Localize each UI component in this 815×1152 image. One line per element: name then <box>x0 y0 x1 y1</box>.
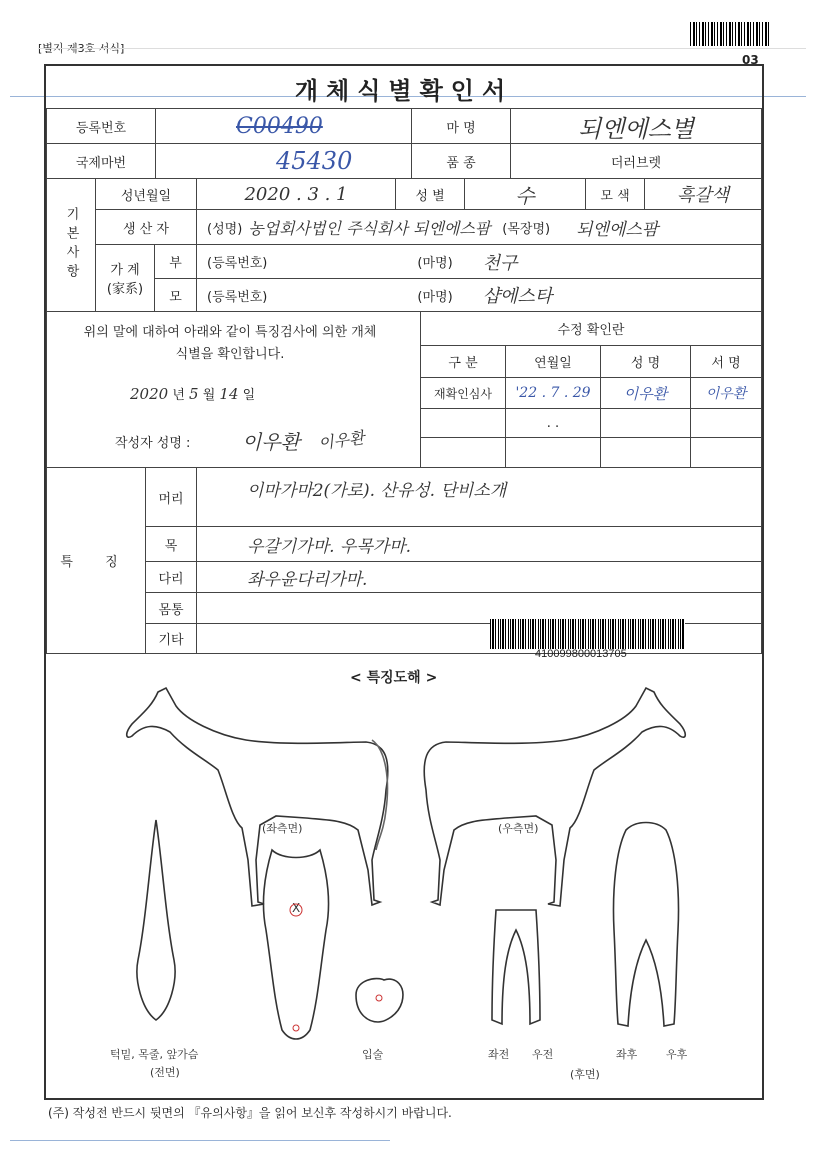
barcode-number: 410099800013705 <box>535 648 627 660</box>
horse-name-label: 마 명 <box>411 108 511 144</box>
feature-leg-label: 다리 <box>145 561 197 593</box>
sire-field: (등록번호) (마명) 천구 <box>196 244 762 279</box>
coat-label: 모 색 <box>585 178 645 210</box>
rear-caption: (후면) <box>570 1068 600 1081</box>
sex-field: 수 <box>464 178 586 210</box>
top-divider <box>38 48 806 49</box>
sex-label: 성 별 <box>395 178 465 210</box>
mod-row3-date <box>505 437 601 468</box>
intl-no-field: 45430 <box>155 143 412 179</box>
mod-row2-type <box>420 408 506 438</box>
horse-name-field: 되엔에스별 <box>510 108 762 144</box>
writer-name: 이우환 <box>242 430 300 454</box>
diagram-title: < 특징도해 > <box>350 670 438 686</box>
confirmation-date: 2020 년 5 월 14 일 <box>130 385 256 403</box>
top-barcode <box>690 22 770 46</box>
mod-row3-sign <box>690 437 762 468</box>
lips-view <box>356 979 403 1022</box>
lineage-label: 가 계 (家系) <box>95 244 155 312</box>
mod-row1-name: 이우환 <box>600 377 691 409</box>
feature-body-label: 몸통 <box>145 592 197 624</box>
modification-title: 수정 확인란 <box>420 311 762 346</box>
head-front-view <box>264 850 329 1039</box>
feature-leg-field: 좌우윤다리가마. <box>196 561 762 593</box>
mod-row2-date: . . <box>505 408 601 438</box>
rear-right-label: 우후 <box>666 1048 688 1061</box>
feature-neck-field: 우갈기가마. 우목가마. <box>196 526 762 562</box>
feature-neck-label: 목 <box>145 526 197 562</box>
mod-col-name: 성 명 <box>600 345 691 378</box>
front-caption-1: 턱밑, 목줄, 앞가슴 <box>110 1048 199 1061</box>
reg-no-field: C00490 <box>155 108 412 144</box>
mod-row3-name <box>600 437 691 468</box>
feature-head-label: 머리 <box>145 467 197 527</box>
mod-col-type: 구 분 <box>420 345 506 378</box>
coat-field: 흑갈색 <box>644 178 762 210</box>
left-side-horse <box>127 688 388 906</box>
rear-left-label: 좌후 <box>616 1048 638 1061</box>
front-caption-2: (전면) <box>150 1066 180 1079</box>
right-side-label: (우측면) <box>498 822 539 835</box>
dam-field: (등록번호) (마명) 샵에스타 <box>196 278 762 312</box>
front-right-label: 우전 <box>532 1048 554 1061</box>
basic-section-label: 기본사항 <box>46 178 96 312</box>
mod-col-sign: 서 명 <box>690 345 762 378</box>
lips-label: 입술 <box>362 1048 384 1061</box>
rear-view <box>614 823 679 1027</box>
feature-head-field: 이마가마2(가로). 산유성. 단비소개 <box>196 467 762 527</box>
features-section-label: 특 징 <box>46 467 146 654</box>
head-mark-x: X <box>292 901 301 915</box>
dam-label: 모 <box>154 278 197 312</box>
feature-other-label: 기타 <box>145 623 197 654</box>
confirmation-statement: 위의 말에 대하여 아래와 같이 특징검사에 의한 개체식별을 확인합니다. <box>83 325 377 362</box>
right-side-horse <box>424 688 685 906</box>
mod-row2-name <box>600 408 691 438</box>
left-side-label: (좌측면) <box>262 822 303 835</box>
form-label: [별지 제3호 서식] <box>38 42 125 55</box>
birth-field: 2020 . 3 . 1 <box>196 178 396 210</box>
sire-label: 부 <box>154 244 197 279</box>
document-title: 개체식별확인서 <box>46 68 762 109</box>
writer-label: 작성자 성명 : <box>115 436 191 451</box>
mod-col-date: 연월일 <box>505 345 601 378</box>
page-number: 03 <box>742 53 759 67</box>
front-legs-view <box>492 910 540 1024</box>
intl-no-label: 국제마번 <box>46 143 156 179</box>
mid-barcode <box>490 619 685 649</box>
mod-row2-sign <box>690 408 762 438</box>
reg-no-label: 등록번호 <box>46 108 156 144</box>
front-left-label: 좌전 <box>488 1048 510 1061</box>
birth-label: 성년월일 <box>95 178 197 210</box>
mod-row3-type <box>420 437 506 468</box>
breed-label: 품 종 <box>411 143 511 179</box>
mod-row1-date: '22 . 7 . 29 <box>505 377 601 409</box>
footer-note: (주) 작성전 반드시 뒷면의 『유의사항』을 읽어 보신후 작성하시기 바랍니다. <box>48 1106 452 1120</box>
mod-row1-type: 재확인심사 <box>420 377 506 409</box>
breeder-field: (성명) 농업회사법인 주식회사 되엔에스팜 (목장명) 되엔에스팜 <box>196 209 762 245</box>
mod-row1-sign: 이우환 <box>690 377 762 409</box>
front-view-neck <box>137 820 175 1020</box>
bottom-scan-line <box>10 1140 390 1141</box>
horse-diagram <box>46 680 762 1090</box>
breeder-label: 생 산 자 <box>95 209 197 245</box>
breed-field: 더러브렛 <box>510 143 762 179</box>
writer-signature: 이우환 <box>317 427 366 454</box>
